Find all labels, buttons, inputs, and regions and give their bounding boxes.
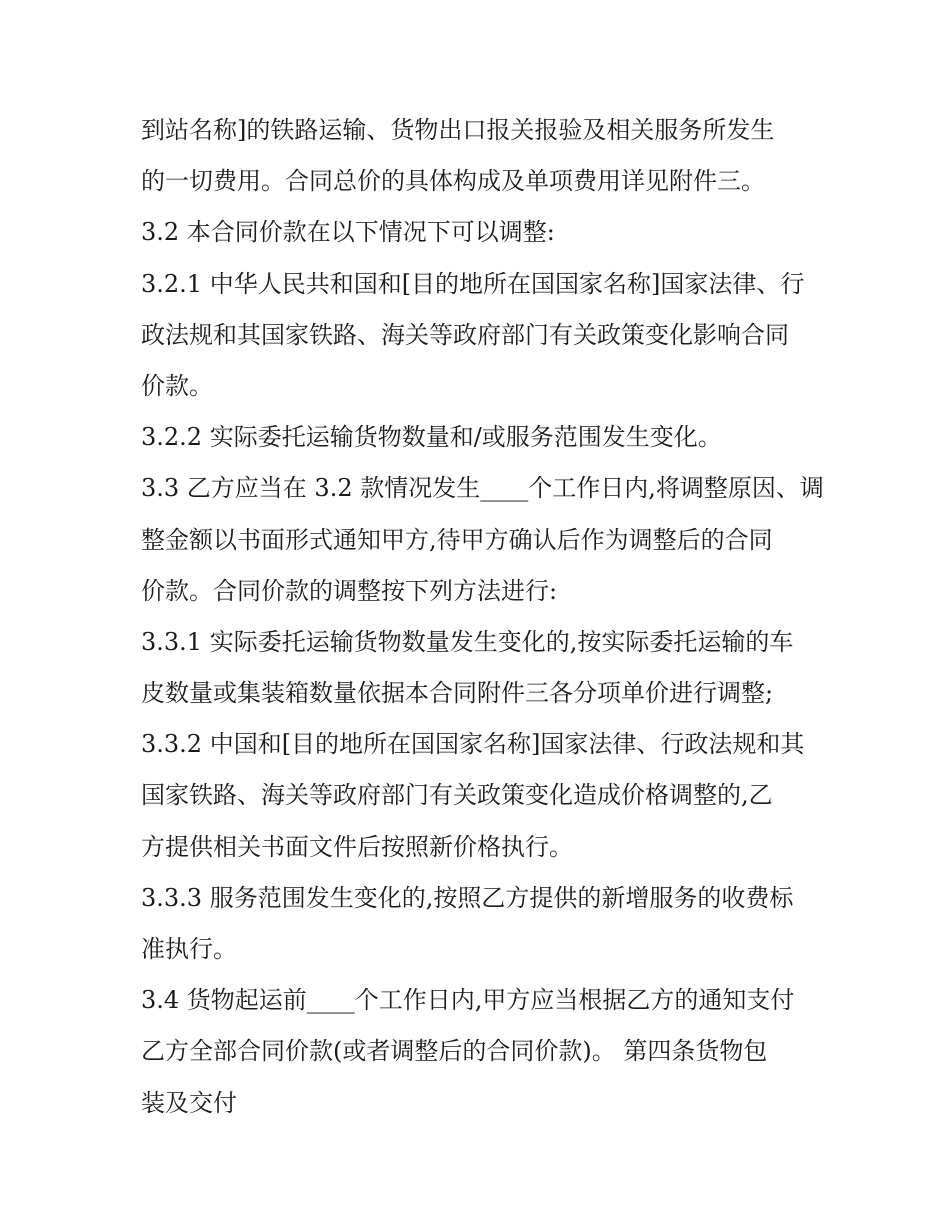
text-line: 国家铁路、海关等政府部门有关政策变化造成价格调整的,乙 — [141, 781, 773, 810]
text-line: 政法规和其国家铁路、海关等政府部门有关政策变化影响合同 — [141, 320, 789, 349]
text-line: 价款。合同价款的调整按下列方法进行: — [141, 576, 558, 605]
clause-3-3-1: 3.3.1 实际委托运输货物数量发生变化的,按实际委托运输的车 — [141, 627, 794, 656]
text-line: 方提供相关书面文件后按照新价格执行。 — [141, 832, 573, 861]
contract-text — [141, 105, 824, 1129]
clause-3-2-1: 3.2.1 中华人民共和国和[目的地所在国国家名称]国家法律、行 — [141, 269, 805, 298]
text-line: 乙方全部合同价款(或者调整后的合同价款)。 第四条货物包 — [141, 1037, 768, 1066]
text-line: 的一切费用。合同总价的具体构成及单项费用详见附件三。 — [141, 167, 765, 196]
clause-3-3-2: 3.3.2 中国和[目的地所在国国家名称]国家法律、行政法规和其 — [141, 730, 805, 759]
text-line: 皮数量或集装箱数量依据本合同附件三各分项单价进行调整; — [141, 679, 774, 708]
text-line: 整金额以书面形式通知甲方,待甲方确认后作为调整后的合同 — [141, 525, 773, 554]
clause-3-2-2: 3.2.2 实际委托运输货物数量和/或服务范围发生变化。 — [141, 423, 722, 452]
clause-3-4: 3.4 货物起运前____个工作日内,甲方应当根据乙方的通知支付 — [141, 986, 795, 1015]
text-line: 到站名称]的铁路运输、货物出口报关报验及相关服务所发生 — [141, 116, 775, 144]
clause-3-3: 3.3 乙方应当在 3.2 款情况发生____个工作日内,将调整原因、调 — [141, 474, 824, 503]
text-line: 装及交付 — [141, 1088, 237, 1117]
clause-3-2-heading: 3.2 本合同价款在以下情况下可以调整: — [141, 218, 555, 247]
text-line: 准执行。 — [141, 935, 237, 963]
text-line: 价款。 — [141, 371, 213, 400]
clause-3-3-3: 3.3.3 服务范围发生变化的,按照乙方提供的新增服务的收费标 — [141, 883, 794, 912]
